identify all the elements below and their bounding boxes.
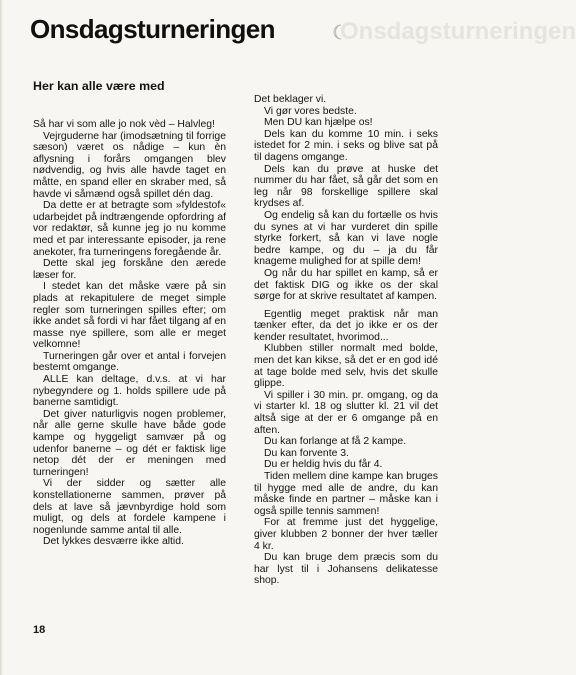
section-heading: Her kan alle være med bbox=[33, 79, 165, 93]
paragraph: Du kan forvente 3. bbox=[264, 447, 349, 459]
paragraph: Du er heldig hvis du får 4. bbox=[264, 459, 383, 471]
paragraph: Vi der sidder og sætter alle konstellationerne sammen, prøver på dels at lave så jævnbyrdige hold som muligt, og dels at fordele kampene i nogenlunde samme antal til alle. bbox=[33, 478, 226, 536]
paragraph: ALLE kan deltage, d.v.s. at vi har nybegyndere og 1. holds spillere ude på banerne samtidigt. bbox=[33, 374, 226, 409]
paragraph: Turneringen går over et antal i forvejen bestemt omgange. bbox=[33, 350, 226, 374]
left-column bbox=[33, 79, 226, 548]
paragraph: Det giver naturligvis nogen problemer, når alle gerne skulle have både gode kampe og hyggeligt samvær på og udenfor banerne – og dét er faktisk lige netop dét der er meningen med turneringen! bbox=[33, 408, 226, 478]
right-column bbox=[254, 94, 438, 587]
paragraph: Vejrguderne har (imodsætning til forrige sæson) været os nådige – kun èn aflysning i forårs omgangen blev nødvendig, og hvis alle havde taget en måtte, en spand eller en skraber med, så havde vi såmænd også spillet dén dag. bbox=[33, 130, 226, 200]
paragraph: Så har vi som alle jo nok vèd – Halvleg! bbox=[33, 119, 215, 130]
paragraph: Du kan bruge dem præcis som du har lyst til i Johansens delikatesse shop. bbox=[254, 552, 438, 587]
paragraph: Tiden mellem dine kampe kan bruges til hygge med alle de andre, du kan måske finde en partner – måske kan i også spille tennis sammen! bbox=[254, 471, 438, 517]
paragraph: Dette skal jeg forskåne den ærede læser for. bbox=[33, 258, 226, 281]
page-number: 18 bbox=[33, 624, 46, 636]
paragraph: Du kan forlange at få 2 kampe. bbox=[264, 436, 407, 448]
paragraph: Og når du har spillet en kamp, så er det faktisk DIG og ikke os der skal sørge for at skrive resultatet af kampen. bbox=[254, 267, 438, 303]
paragraph: Vi gør vores bedste. bbox=[264, 105, 357, 117]
paragraph: Dels kan du komme 10 min. i seks istedet for 2 min. i seks og blive sat på til dagens omgange. bbox=[254, 128, 438, 163]
show-through-ghost-text: Onsdagsturneringen bbox=[340, 18, 576, 45]
paragraph: Det lykkes desværre ikke altid. bbox=[43, 536, 184, 548]
paragraph: Egentlig meget praktisk når man tænker efter, da det jo ikke er os der kender resultatet, hvorimod... bbox=[254, 308, 438, 343]
paragraph: Da dette er at betragte som »fyldestof« udarbejdet på indtrængende opfordring af vor redaktør, så kunne jeg jo nu komme med et par interessante episoder, ja rene anekoter, fra turneringens foregående år. bbox=[33, 200, 226, 258]
paragraph: Men DU kan hjælpe os! bbox=[264, 117, 373, 129]
paragraph: Og endelig så kan du fortælle os hvis du synes at vi har vurderet din spille styrke forkert, så kan vi lave nogle bedre kampe, og du – ja du får knageme mulighed for at spille dem! bbox=[254, 209, 438, 268]
paragraph: Vi spiller i 30 min. pr. omgang, og da vi starter kl. 18 og slutter kl. 21 vil det altså sige at der er 6 omgange på en aften. bbox=[254, 389, 438, 436]
paragraph: I stedet kan det måske være på sin plads at rekapitulere de meget simple regler som turneringen spilles efter; om ikke andet så fordi vi har fået tilgang af en masse nye spillere, som alle er meget velkomne! bbox=[33, 281, 226, 351]
crescent-moon-icon bbox=[332, 24, 346, 40]
paragraph: Det beklager vi. bbox=[254, 94, 327, 105]
paragraph: Dels kan du prøve at huske det nummer du har fået, så går det som en leg når 98 forskellige spillere skal krydses af. bbox=[254, 163, 438, 210]
page-title: Onsdagsturneringen bbox=[30, 14, 275, 44]
page-edge-shadow bbox=[0, 0, 3, 675]
paragraph: Klubben stiller normalt med bolde, men det kan kikse, så det er en god idé at tage bolde med selv, hvis det skulle glippe. bbox=[254, 343, 438, 390]
paragraph: For at fremme just det hyggelige, giver klubben 2 bonner der hver tæller 4 kr. bbox=[254, 517, 438, 552]
